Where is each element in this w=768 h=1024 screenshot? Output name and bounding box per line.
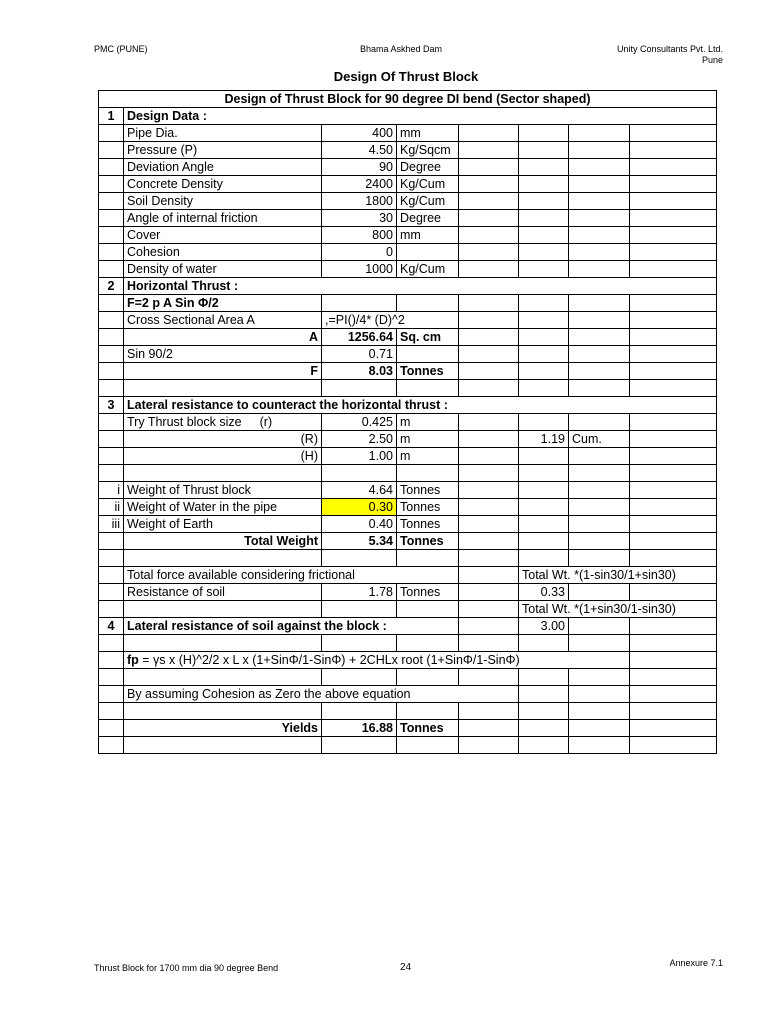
highlighted-value: 0.30 <box>322 499 397 516</box>
assumption-text: By assuming Cohesion as Zero the above equation <box>124 686 519 703</box>
row-label: (H) <box>124 448 322 465</box>
table-row <box>99 380 717 397</box>
section-number: 2 <box>99 278 124 295</box>
table-row <box>99 431 717 448</box>
row-value: 30 <box>322 210 397 227</box>
row-label: Density of water <box>124 261 322 278</box>
table-row <box>99 499 717 516</box>
table-row <box>99 601 717 618</box>
row-value: 1000 <box>322 261 397 278</box>
section-3-header <box>99 397 717 414</box>
row-unit: Tonnes <box>397 482 459 499</box>
table-row <box>99 652 717 669</box>
section-number: 4 <box>99 618 124 635</box>
row-unit: m <box>397 414 459 431</box>
row-label: Cohesion <box>124 244 322 261</box>
row-unit: Tonnes <box>397 720 459 737</box>
annexure-label: Annexure 7.1 <box>669 958 723 968</box>
table-row <box>99 312 717 329</box>
row-number: i <box>99 482 124 499</box>
row-unit: m <box>397 448 459 465</box>
table-row <box>99 227 717 244</box>
row-value: 1.78 <box>322 584 397 601</box>
header-center: Bhama Askhed Dam <box>360 44 443 54</box>
table-row <box>99 244 717 261</box>
section-number: 1 <box>99 108 124 125</box>
table-row <box>99 142 717 159</box>
row-unit: Degree <box>397 159 459 176</box>
row-label: Pressure (P) <box>124 142 322 159</box>
header-right-line2: Pune <box>701 55 723 65</box>
row-value: 2.50 <box>322 431 397 448</box>
table-row <box>99 261 717 278</box>
row-label: F <box>124 363 322 380</box>
row-unit: Kg/Cum <box>397 193 459 210</box>
fp-equation <box>124 652 630 669</box>
section-title: Horizontal Thrust : <box>124 278 717 295</box>
row-value: 800 <box>322 227 397 244</box>
footer-left: Thrust Block for 1700 mm dia 90 degree Bend <box>94 963 279 973</box>
row-value: 2400 <box>322 176 397 193</box>
row-label: A <box>124 329 322 346</box>
table-row <box>99 533 717 550</box>
thrust-block-table <box>98 90 717 754</box>
row-unit: Kg/Cum <box>397 176 459 193</box>
table-row <box>99 669 717 686</box>
table-row <box>99 686 717 703</box>
row-label: Yields <box>124 720 322 737</box>
row-label: Deviation Angle <box>124 159 322 176</box>
table-row <box>99 329 717 346</box>
row-value: 1.00 <box>322 448 397 465</box>
table-row <box>99 346 717 363</box>
row-value: 90 <box>322 159 397 176</box>
table-caption-row <box>99 91 717 108</box>
row-label: Try Thrust block size (r) <box>124 414 322 431</box>
row-unit: Tonnes <box>397 363 459 380</box>
row-unit: m <box>397 431 459 448</box>
area-formula: ,=PI()/4* (D)^2 <box>322 312 459 329</box>
fp-formula: = γs x (H)^2/2 x L x (1+SinΦ/1-SinΦ) + 2CHLx root (1+SinΦ/1-SinΦ) <box>138 652 520 667</box>
section-1-header <box>99 108 717 125</box>
table-row <box>99 584 717 601</box>
table-row <box>99 363 717 380</box>
row-unit: mm <box>397 227 459 244</box>
row-label: Total Weight <box>124 533 322 550</box>
row-label: Weight of Thrust block <box>124 482 322 499</box>
section-title: Lateral resistance to counteract the horizontal thrust : <box>124 397 717 414</box>
row-value: 5.34 <box>322 533 397 550</box>
row-unit: Tonnes <box>397 533 459 550</box>
row-value: 1800 <box>322 193 397 210</box>
table-row <box>99 720 717 737</box>
row-label: Concrete Density <box>124 176 322 193</box>
section-2-header <box>99 278 717 295</box>
row-value: 1256.64 <box>322 329 397 346</box>
friction-formula: Total Wt. *(1-sin30/1+sin30) <box>519 567 717 584</box>
volume-value: 1.19 <box>519 431 569 448</box>
row-unit: Kg/Sqcm <box>397 142 459 159</box>
table-row <box>99 295 717 312</box>
row-unit: Tonnes <box>397 499 459 516</box>
section-title: Lateral resistance of soil against the block : <box>124 618 459 635</box>
table-caption: Design of Thrust Block for 90 degree DI bend (Sector shaped) <box>99 91 717 108</box>
row-unit: Tonnes <box>397 516 459 533</box>
row-unit: Sq. cm <box>397 329 459 346</box>
volume-unit: Cum. <box>569 431 630 448</box>
row-label: Soil Density <box>124 193 322 210</box>
thrust-formula: F=2 p A Sin Φ/2 <box>124 295 322 312</box>
header-right <box>617 44 723 66</box>
page-number: 24 <box>400 962 412 973</box>
row-value: 0.40 <box>322 516 397 533</box>
passive-coefficient: 3.00 <box>519 618 569 635</box>
fp-label: fp <box>127 652 139 667</box>
section-4-header <box>99 618 717 635</box>
table-row <box>99 176 717 193</box>
page-title: Design Of Thrust Block <box>333 69 479 84</box>
table-row <box>99 567 717 584</box>
row-value: 8.03 <box>322 363 397 380</box>
row-label: Angle of internal friction <box>124 210 322 227</box>
row-unit: Kg/Cum <box>397 261 459 278</box>
section-title: Design Data : <box>124 108 717 125</box>
row-value: 0.425 <box>322 414 397 431</box>
row-unit: Tonnes <box>397 584 459 601</box>
row-label: (R) <box>124 431 322 448</box>
row-label: Cover <box>124 227 322 244</box>
row-value: 4.64 <box>322 482 397 499</box>
table-row <box>99 516 717 533</box>
row-unit <box>397 244 459 261</box>
table-row <box>99 193 717 210</box>
row-value: 4.50 <box>322 142 397 159</box>
row-unit: mm <box>397 125 459 142</box>
soil-coefficient: 0.33 <box>519 584 569 601</box>
row-unit: Degree <box>397 210 459 227</box>
table-row <box>99 482 717 499</box>
row-label: Weight of Water in the pipe <box>124 499 322 516</box>
row-value: 0 <box>322 244 397 261</box>
row-number: ii <box>99 499 124 516</box>
row-label: Cross Sectional Area A <box>124 312 322 329</box>
row-value: 16.88 <box>322 720 397 737</box>
header-left: PMC (PUNE) <box>94 44 148 54</box>
table-row <box>99 159 717 176</box>
row-label: Total force available considering frictional <box>124 567 459 584</box>
table-row <box>99 635 717 652</box>
table-row <box>99 737 717 754</box>
table-row <box>99 210 717 227</box>
row-number: iii <box>99 516 124 533</box>
table-row <box>99 448 717 465</box>
section-number: 3 <box>99 397 124 414</box>
row-label: Sin 90/2 <box>124 346 322 363</box>
r-symbol: (r) <box>259 414 273 429</box>
passive-formula: Total Wt. *(1+sin30/1-sin30) <box>519 601 717 618</box>
table-row <box>99 703 717 720</box>
table-row <box>99 465 717 482</box>
table-row <box>99 414 717 431</box>
row-label: Resistance of soil <box>124 584 322 601</box>
row-value: 0.71 <box>322 346 397 363</box>
row-label: Pipe Dia. <box>124 125 322 142</box>
table-row <box>99 550 717 567</box>
row-value: 400 <box>322 125 397 142</box>
table-row <box>99 125 717 142</box>
row-label: Weight of Earth <box>124 516 322 533</box>
header-right-line1: Unity Consultants Pvt. Ltd. <box>616 44 723 54</box>
